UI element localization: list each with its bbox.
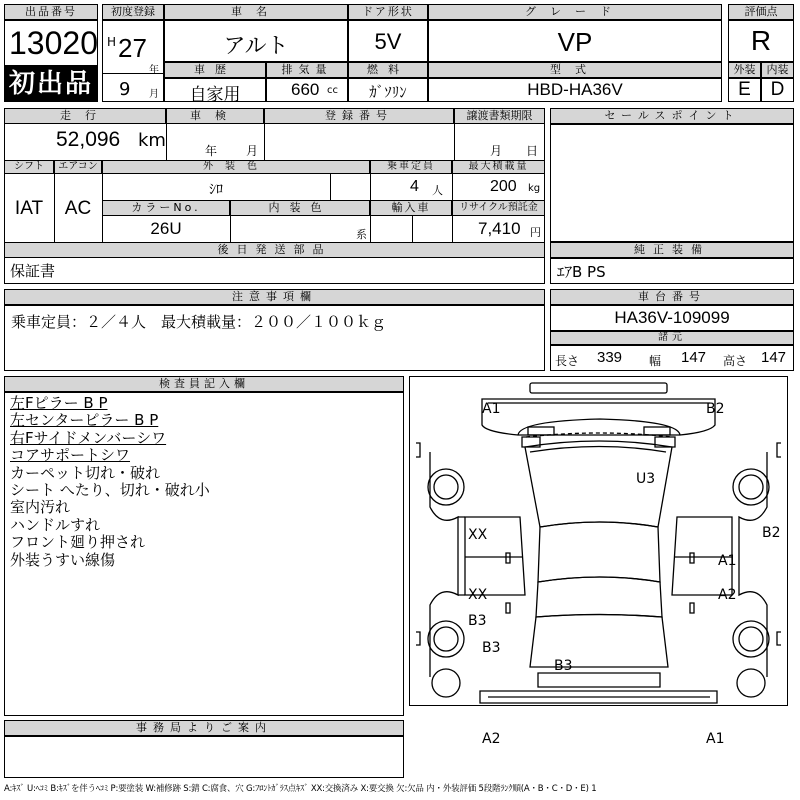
recycle-fee-label: リサイクル預託金 bbox=[452, 200, 545, 216]
grade: VP bbox=[557, 27, 593, 57]
damage-mark: A1 bbox=[718, 553, 737, 569]
exterior-score: E bbox=[738, 79, 751, 100]
mileage-unit: km bbox=[138, 130, 166, 151]
color-number-label: カラーNo. bbox=[102, 200, 230, 216]
score-cell bbox=[728, 20, 794, 62]
inspector-notes-label: 検査員記入欄 bbox=[4, 376, 404, 392]
score-label: 評価点 bbox=[728, 4, 794, 20]
chassis-number-label: 車台番号 bbox=[550, 289, 794, 305]
damage-mark: B2 bbox=[706, 401, 725, 417]
lot-number: 13020 bbox=[9, 25, 98, 61]
history-cell bbox=[164, 78, 266, 105]
door-type-label: ドア形状 bbox=[348, 4, 428, 20]
damage-mark: A1 bbox=[706, 731, 725, 747]
inspector-note: カーペット切れ・破れ bbox=[10, 463, 161, 482]
history-label: 車歴 bbox=[164, 62, 266, 78]
car-outline bbox=[410, 377, 787, 705]
displacement-label: 排気量 bbox=[266, 62, 348, 78]
damage-mark: B3 bbox=[482, 640, 501, 656]
caution-box bbox=[4, 305, 545, 371]
chassis-number-cell bbox=[550, 305, 794, 331]
door-type-cell bbox=[348, 20, 428, 62]
registration-month: 9 bbox=[119, 79, 131, 100]
registration-number-label: 登録番号 bbox=[264, 108, 454, 124]
color-number: 26U bbox=[150, 219, 182, 238]
max-load-unit: kg bbox=[528, 183, 541, 194]
inspector-note: 外装うすい線傷 bbox=[10, 550, 116, 569]
office-notice-box bbox=[4, 736, 404, 778]
ac-label: エアコン bbox=[54, 160, 102, 174]
fuel-cell bbox=[348, 78, 428, 102]
car-name: アルト bbox=[223, 34, 289, 59]
capacity: 4 bbox=[410, 178, 419, 195]
recycle-fee: 7,410 bbox=[478, 219, 521, 238]
era: H bbox=[107, 35, 117, 49]
damage-diagram bbox=[409, 376, 788, 747]
max-load-label: 最大積載量 bbox=[452, 160, 545, 174]
genuine-equipment-label: 純正装備 bbox=[550, 242, 794, 258]
score: R bbox=[750, 25, 772, 56]
mileage-label: 走行 bbox=[4, 108, 166, 124]
interior-cell bbox=[761, 78, 794, 102]
inspector-note: 室内汚れ bbox=[10, 498, 71, 517]
inspector-notes-list bbox=[10, 395, 210, 569]
year-unit: 年 bbox=[149, 65, 159, 76]
fuel: ｶﾞｿﾘﾝ bbox=[369, 83, 407, 101]
inspector-note: 左Fピラー B P bbox=[10, 394, 108, 412]
max-load: 200 bbox=[490, 178, 517, 195]
lot-number-label: 出品番号 bbox=[4, 4, 98, 20]
damage-mark: B3 bbox=[554, 658, 573, 674]
damage-mark: B3 bbox=[468, 613, 487, 629]
chassis-number: HA36V-109099 bbox=[614, 308, 730, 327]
inspection-year-unit: 年 bbox=[205, 144, 218, 158]
first-listing-badge: 初出品 bbox=[4, 66, 98, 102]
car-name-label: 車名 bbox=[164, 4, 348, 20]
exterior-color: ｼﾛ bbox=[209, 182, 223, 198]
inspector-note: コアサポートシワ bbox=[10, 446, 131, 465]
inspector-notes-box bbox=[4, 392, 404, 716]
length-label: 長さ bbox=[555, 354, 580, 368]
later-parts: 保証書 bbox=[10, 262, 56, 280]
import-label: 輸入車 bbox=[370, 200, 452, 216]
exterior-label: 外装 bbox=[728, 62, 761, 78]
interior-color-label: 内装色 bbox=[230, 200, 370, 216]
displacement-unit: cc bbox=[327, 85, 338, 96]
model-cell bbox=[428, 78, 722, 102]
inspector-note: 左センターピラー B P bbox=[10, 411, 159, 430]
first-registration-cell bbox=[102, 20, 164, 102]
grade-label: グレード bbox=[428, 4, 722, 20]
genuine-equipment-cell bbox=[550, 258, 794, 284]
height-label: 高さ bbox=[723, 354, 748, 368]
car-name-cell bbox=[164, 20, 348, 62]
length: 339 bbox=[597, 349, 623, 366]
office-notice-label: 事務局よりご案内 bbox=[4, 720, 404, 736]
damage-mark: A2 bbox=[482, 731, 501, 747]
width: 147 bbox=[681, 349, 707, 366]
damage-mark: XX bbox=[468, 527, 488, 543]
inspection-month-unit: 月 bbox=[246, 144, 259, 158]
interior-score: D bbox=[770, 79, 785, 100]
registration-year: 27 bbox=[118, 33, 147, 63]
exterior-color-label: 外装色 bbox=[102, 160, 370, 174]
damage-legend: A:ｷｽﾞ U:ﾍｺﾐ B:ｷｽﾞを伴うﾍｺﾐ P:要塗装 W:補修跡 S:錆 C:腐食、穴 G:ﾌﾛﾝﾄｶﾞﾗｽ点ｷｽﾞ XX:交換済み X:要交換 欠:欠品 内・外装評価 5段階ﾗﾝｸ順(A・B・C・D・E) 1 bbox=[4, 784, 597, 794]
damage-mark: XX bbox=[468, 587, 488, 603]
damage-mark: B2 bbox=[762, 525, 781, 541]
mileage: 52,096 bbox=[56, 128, 121, 151]
transfer-month-unit: 月 bbox=[490, 144, 503, 158]
shift-label: シフト bbox=[4, 160, 54, 174]
recycle-fee-unit: 円 bbox=[530, 226, 541, 239]
interior-color-unit: 系 bbox=[356, 228, 367, 241]
inspector-note: 右Fサイドメンバーシワ bbox=[10, 428, 167, 447]
lot-number-cell bbox=[4, 20, 98, 66]
month-unit: 月 bbox=[149, 89, 159, 100]
interior-label: 内装 bbox=[761, 62, 794, 78]
transfer-deadline-label: 譲渡書類期限 bbox=[454, 108, 545, 124]
history: 自家用 bbox=[189, 85, 241, 105]
door-type: 5V bbox=[374, 29, 402, 54]
damage-mark: A2 bbox=[718, 587, 737, 603]
caution-text: 乗車定員：２／４人 最大積載量：２００／１００ｋｇ bbox=[11, 313, 387, 331]
fuel-label: 燃料 bbox=[348, 62, 428, 78]
inspector-note: シート へたり、切れ・破れ小 bbox=[10, 481, 210, 500]
specs-label: 諸元 bbox=[550, 331, 794, 345]
capacity-label: 乗車定員 bbox=[370, 160, 452, 174]
exterior-cell bbox=[728, 78, 761, 102]
genuine-equipment: ｴｱB PS bbox=[557, 263, 606, 281]
shift: IAT bbox=[14, 198, 44, 219]
sales-point-box bbox=[550, 124, 794, 242]
height: 147 bbox=[761, 349, 787, 366]
inspection-label: 車検 bbox=[166, 108, 264, 124]
transfer-day-unit: 日 bbox=[526, 144, 539, 158]
displacement: 660 bbox=[291, 80, 320, 99]
capacity-unit: 人 bbox=[432, 184, 443, 197]
first-registration-label: 初度登録 bbox=[102, 4, 164, 20]
sales-point-label: セールスポイント bbox=[550, 108, 794, 124]
damage-mark: A1 bbox=[482, 401, 501, 417]
inspector-note: ハンドルすれ bbox=[10, 515, 101, 534]
inspector-note: フロント廻り押され bbox=[10, 533, 146, 552]
grade-cell bbox=[428, 20, 722, 62]
model-label: 型式 bbox=[428, 62, 722, 78]
displacement-cell bbox=[266, 78, 348, 102]
specs-cell bbox=[550, 345, 794, 371]
caution-label: 注意事項欄 bbox=[4, 289, 545, 305]
width-label: 幅 bbox=[649, 354, 662, 368]
damage-mark: U3 bbox=[636, 471, 656, 487]
later-parts-label: 後日発送部品 bbox=[4, 242, 545, 258]
model: HBD-HA36V bbox=[527, 80, 623, 99]
ac: AC bbox=[64, 198, 92, 219]
